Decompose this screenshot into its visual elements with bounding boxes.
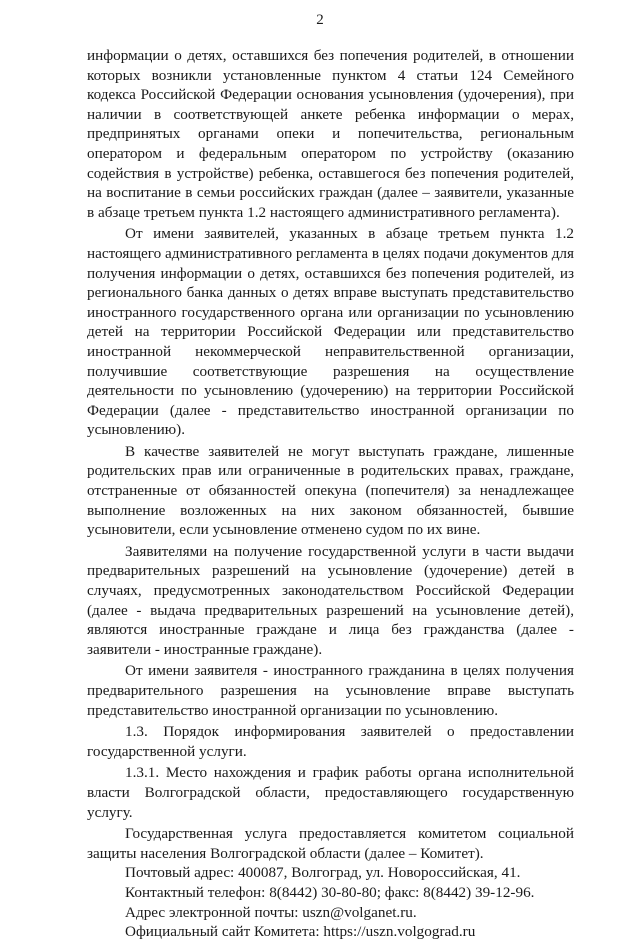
paragraph-continuation: информации о детях, оставшихся без попечения родителей, в отношении которых возникли установленные пунктом 4 статьи 124 Семейного кодекса Российской Федерации основания усыновления (удочерения), при наличии в соответствующей анкете ребенка информации о мерах, предпринятых органами опеки и попечительства, региональным оператором и федеральным оператором по устройству (оказанию содействия в устройстве) ребенка, оставшегося без попечения родителей, на воспитание в семьи российских граждан (далее – заявители, указанные в абзаце третьем пункта 1.2 настоящего административного регламента).	[87, 47, 574, 221]
email-address: Адрес электронной почты: uszn@volganet.ru.	[125, 903, 417, 921]
postal-address: Почтовый адрес: 400087, Волгоград, ул. Новороссийская, 41.	[125, 864, 521, 882]
paragraph-foreign-representative: От имени заявителя - иностранного гражданина в целях получения предварительного разрешения на усыновление вправе выступать представительство иностранной организации по усыновлению.	[87, 662, 574, 719]
paragraph-foreign-applicants: Заявителями на получение государственной услуги в части выдачи предварительных разрешений на усыновление (удочерение) детей в случаях, предусмотренных законодательством Российской Федерации (далее - выдача предварительных разрешений на усыновление детей), являются иностранные граждане и лица без гражданства (далее - заявители - иностранные граждане).	[87, 542, 574, 658]
section-heading-location: 1.3.1. Место нахождения и график работы органа исполнительной власти Волгоградской области, предоставляющего государственную услугу.	[87, 764, 574, 821]
section-heading-informing: 1.3. Порядок информирования заявителей о предоставлении государственной услуги.	[87, 723, 574, 760]
official-website: Официальный сайт Комитета: https://uszn.volgograd.ru	[125, 923, 476, 941]
page-number: 2	[316, 12, 324, 28]
contact-phone: Контактный телефон: 8(8442) 30-80-80; факс: 8(8442) 39-12-96.	[125, 883, 535, 901]
paragraph-representatives: От имени заявителей, указанных в абзаце третьем пункта 1.2 настоящего административного регламента в целях подачи документов для получения информации о детях, оставшихся без попечения родителей, из регионального банка данных о детях вправе выступать представительство иностранного государственного органа или организации по усыновлению детей на территории Российской Федерации или представительство иностранной некоммерческой неправительственной организации, получившие соответствующие разрешения на осуществление деятельности по усыновлению (удочерению) на территории Российской Федерации (далее - представительство иностранной организации по усыновлению).	[87, 225, 574, 439]
document-body	[87, 46, 574, 942]
paragraph-restrictions: В качестве заявителей не могут выступать граждане, лишенные родительских прав или ограниченные в родительских правах, граждане, отстраненные от обязанностей опекуна (попечителя) за ненадлежащее выполнение возложенных на них законом обязанностей, бывшие усыновители, если усыновление отменено судом по их вине.	[87, 442, 574, 539]
paragraph-committee: Государственная услуга предоставляется комитетом социальной защиты населения Волгоградской области (далее – Комитет).	[87, 825, 574, 862]
